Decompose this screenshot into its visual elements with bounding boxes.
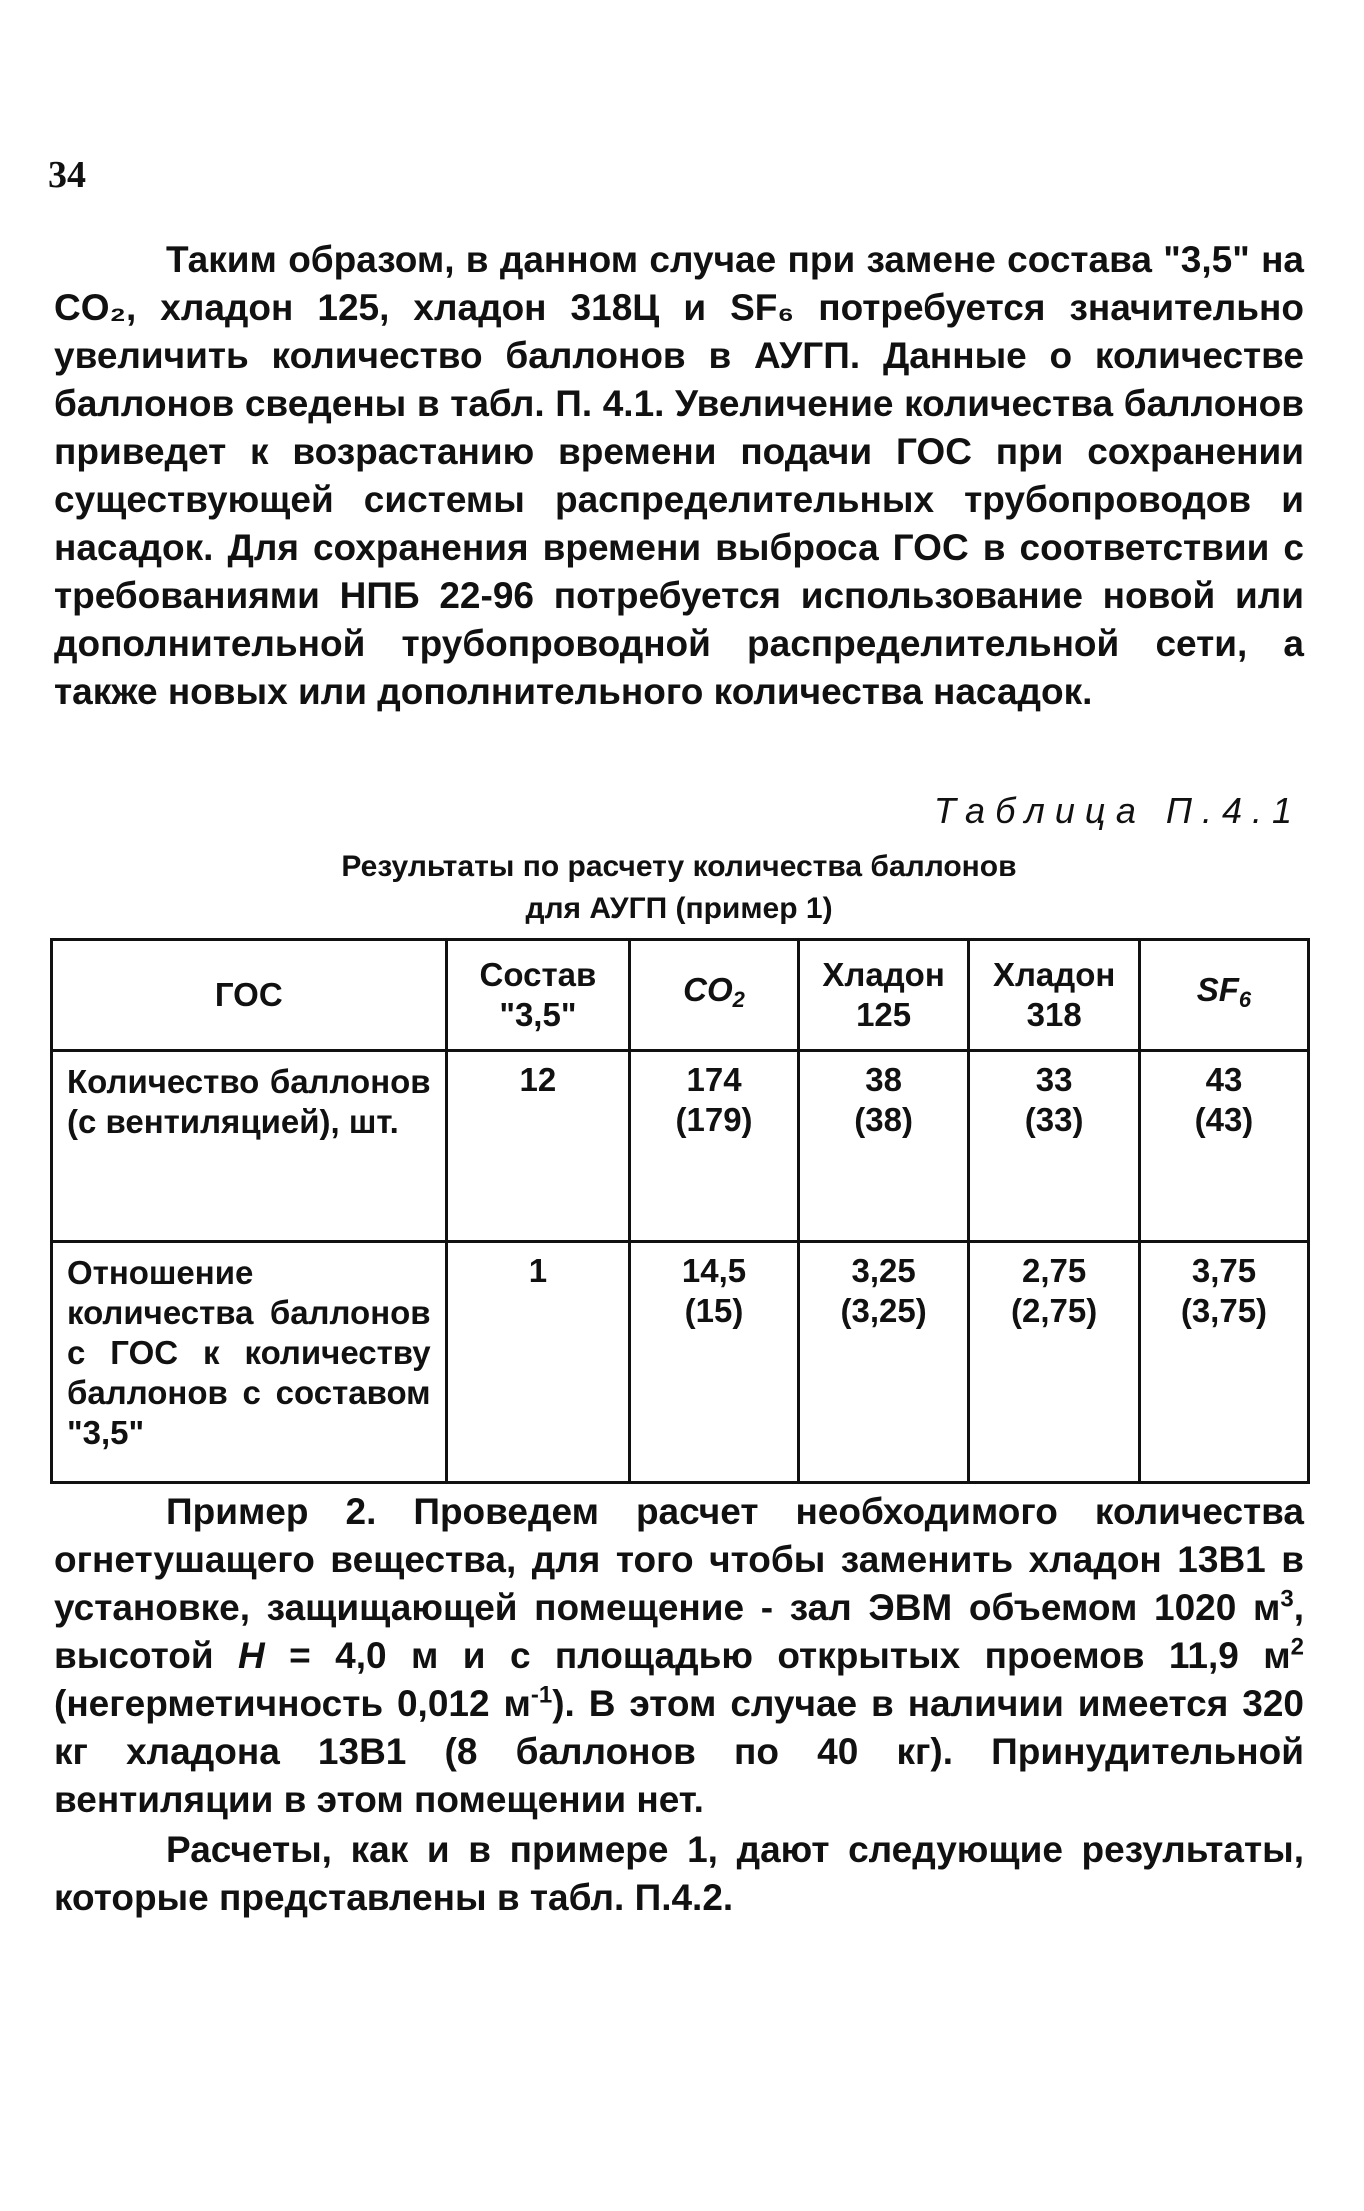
table-title-line2: для АУГП (пример 1) (525, 892, 833, 925)
example2-paragraph (54, 1488, 1304, 1824)
results-paragraph-text: Расчеты, как и в примере 1, дают следующие результаты, которые представлены в табл. П.4.2. (54, 1829, 1304, 1918)
superscript: -1 (530, 1681, 553, 1709)
cell-hladon-318: 2,75 (2,75) (969, 1242, 1140, 1483)
cell-hladon-125: 38 (38) (798, 1051, 969, 1242)
header-sostav: Состав "3,5" (446, 940, 630, 1051)
table-title-line1: Результаты по расчету количества баллонов (341, 850, 1017, 883)
table-label: Таблица П.4.1 (933, 790, 1302, 831)
cell-co2: 174 (179) (630, 1051, 799, 1242)
example2-text: , высотой (54, 1587, 1304, 1676)
intro-paragraph (54, 236, 1304, 716)
example2-text: = 4,0 м и с площадью открытых проемов 11,9 м (264, 1635, 1291, 1676)
table-title (54, 846, 1304, 930)
cell-sostav: 12 (446, 1051, 630, 1242)
superscript: 3 (1280, 1585, 1294, 1613)
height-variable: H (238, 1635, 265, 1676)
cell-hladon-318: 33 (33) (969, 1051, 1140, 1242)
cell-sf6: 43 (43) (1139, 1051, 1308, 1242)
header-hladon-318: Хладон 318 (969, 940, 1140, 1051)
table-row (52, 1051, 1309, 1242)
cell-sostav: 1 (446, 1242, 630, 1483)
table-row (52, 1242, 1309, 1483)
example2-text: ). В этом случае в наличии имеется 320 кг хладона 13В1 (8 баллонов по 40 кг). Принудительной вентиляции в этом помещении нет. (54, 1683, 1304, 1820)
header-hladon-125: Хладон 125 (798, 940, 969, 1051)
table-header-row (52, 940, 1309, 1051)
cell-hladon-125: 3,25 (3,25) (798, 1242, 969, 1483)
example2-text: Проведем расчет необходимого количества огнетушащего вещества, для того чтобы заменить хладон 13В1 в установке, защищающей помещение - зал ЭВМ объемом 1020 м (54, 1491, 1304, 1628)
results-paragraph (54, 1826, 1304, 1922)
superscript: 2 (1290, 1633, 1304, 1661)
row-label: Отношение количества баллонов с ГОС к количеству баллонов с составом "3,5" (52, 1242, 447, 1483)
cell-co2: 14,5 (15) (630, 1242, 799, 1483)
example2-lead: Пример 2. (166, 1491, 377, 1532)
intro-paragraph-text: Таким образом, в данном случае при замене состава "3,5" на CO₂, хладон 125, хладон 318Ц и SF₆ потребуется значительно увеличить количество баллонов в АУГП. Данные о количестве баллонов сведены в табл. П. 4.1. Увеличение количества баллонов приведет к возрастанию времени подачи ГОС при сохранении существующей системы распределительных трубопроводов и насадок. Для сохранения времени выброса ГОС в соответствии с требованиями НПБ 22-96 потребуется использование новой или дополнительной трубопроводной распределительной сети, а также новых или дополнительного количества насадок. (54, 239, 1304, 712)
header-gos: ГОС (52, 940, 447, 1051)
example2-text: (негерметичность 0,012 м (54, 1683, 531, 1724)
header-co2: $CO_2$ (630, 940, 799, 1051)
cell-sf6: 3,75 (3,75) (1139, 1242, 1308, 1483)
row-label: Количество баллонов (с вентиляцией), шт. (52, 1051, 447, 1242)
cylinders-table (50, 938, 1310, 1484)
page-number: 34 (48, 154, 86, 196)
header-sf6: $SF_6$ (1139, 940, 1308, 1051)
